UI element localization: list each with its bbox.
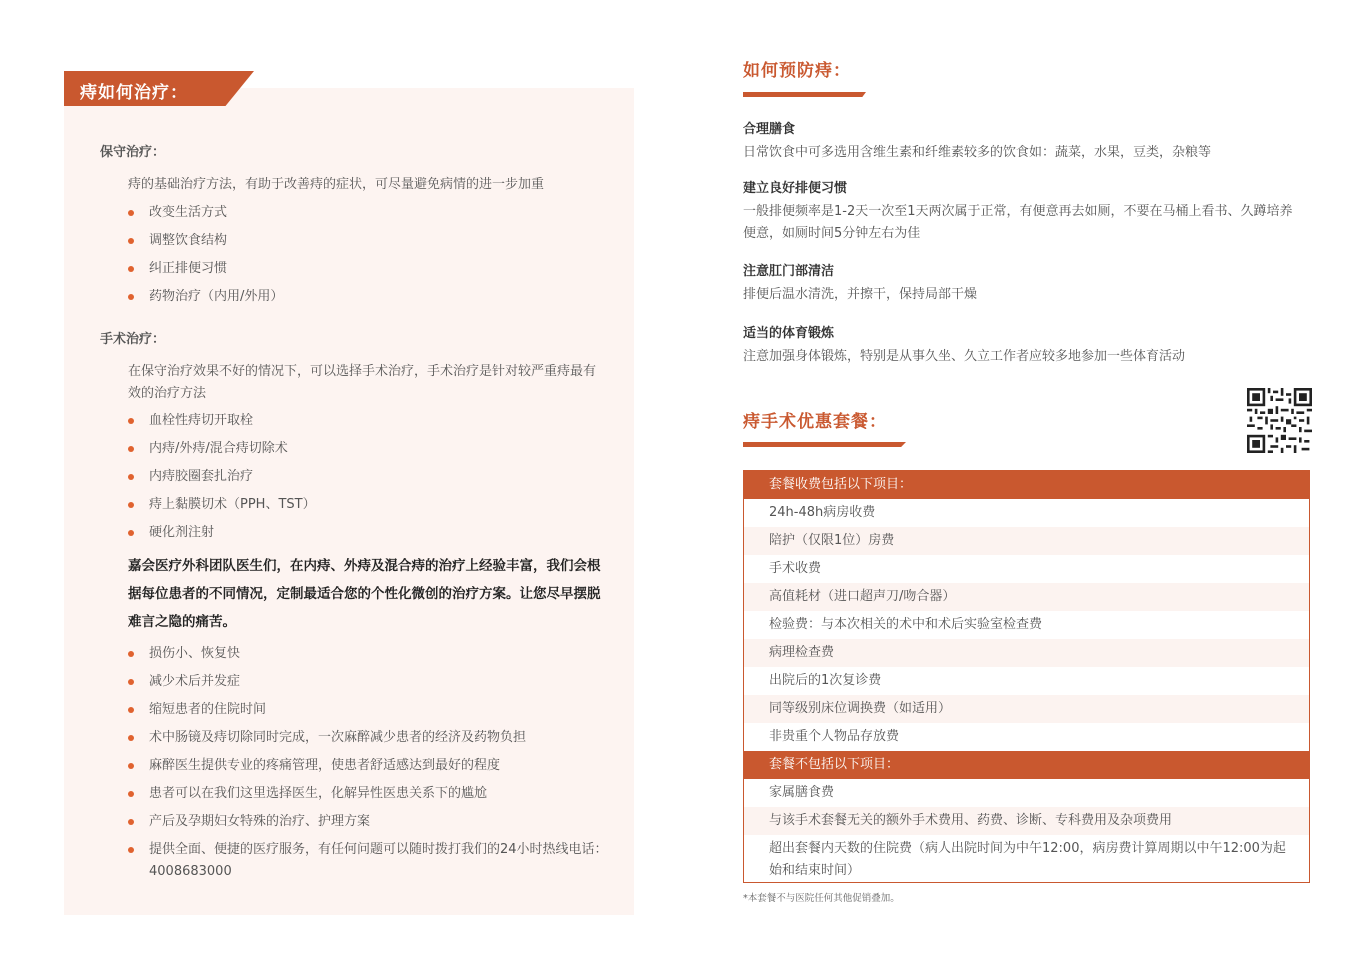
list-item: 血栓性痔切开取栓 (128, 407, 608, 435)
bullet-dot-icon (128, 679, 134, 685)
team-statement: 嘉会医疗外科团队医生们，在内痔、外痔及混合痔的治疗上经验丰富，我们会根据每位患者的不同情况，定制最适合您的个性化微创的治疗方案。让您尽早摆脱难言之隐的痛苦。 (128, 558, 601, 630)
bullet-dot-icon (128, 763, 134, 769)
prevention-text-exercise: 注意加强身体锻炼，特别是从事久坐、久立工作者应较多地参加一些体育活动 (743, 349, 1186, 364)
prevention-title: 如何预防痔： (743, 61, 851, 81)
table-row: 检验费：与本次相关的术中和术后实验室检查费 (769, 617, 1043, 632)
package-excluded-header: 套餐不包括以下项目： (744, 751, 1309, 779)
prevention-text-habit: 一般排便频率是1-2天一次至1天两次属于正常，有便意再去如厕，不要在马桶上看书、久蹲培养便意，如厕时间5分钟左右为佳 (743, 204, 1293, 241)
conservative-list (128, 199, 608, 311)
bullet-dot-icon (128, 791, 134, 797)
table-row: 与该手术套餐无关的额外手术费用、药费、诊断、专科费用及杂项费用 (744, 807, 1309, 835)
list-item: 减少术后并发症 (128, 668, 608, 696)
table-row: 陪护（仅限1位）房费 (744, 527, 1309, 555)
list-item: 内痔胶圈套扎治疗 (128, 463, 608, 491)
table-row: 病理检查费 (744, 639, 1309, 667)
prevention-heading-clean: 注意肛门部清洁 (743, 264, 835, 279)
list-item: 麻醉医生提供专业的疼痛管理，使患者舒适感达到最好的程度 (128, 752, 608, 780)
qr-code-icon (1247, 388, 1312, 453)
package-included-header: 套餐收费包括以下项目： (744, 471, 1309, 499)
list-item: 患者可以在我们这里选择医生，化解异性医患关系下的尴尬 (128, 780, 608, 808)
package-title-underline (743, 442, 906, 447)
surgical-heading: 手术治疗： (100, 332, 166, 347)
bullet-dot-icon (128, 502, 134, 508)
bullet-dot-icon (128, 735, 134, 741)
package-table (743, 470, 1310, 883)
treatment-title: 痔如何治疗： (80, 83, 188, 103)
list-item: 损伤小、恢复快 (128, 640, 608, 668)
list-item: 改变生活方式 (128, 199, 608, 227)
list-item: 痔上黏膜切术（PPH、TST） (128, 491, 608, 519)
conservative-heading: 保守治疗： (100, 145, 166, 160)
bullet-dot-icon (128, 707, 134, 713)
list-item: 产后及孕期妇女特殊的治疗、护理方案 (128, 808, 608, 836)
table-row: 手术收费 (769, 561, 822, 576)
list-item: 内痔/外痔/混合痔切除术 (128, 435, 608, 463)
package-title: 痔手术优惠套餐： (743, 412, 887, 432)
bullet-dot-icon (128, 238, 134, 244)
bullet-dot-icon (128, 446, 134, 452)
surgical-intro: 在保守治疗效果不好的情况下，可以选择手术治疗，手术治疗是针对较严重痔最有效的治疗方法 (128, 364, 597, 401)
package-footnote: *本套餐不与医院任何其他促销叠加。 (743, 893, 900, 904)
list-item: 提供全面、便捷的医疗服务，有任何问题可以随时拨打我们的24小时热线电话：4008683000 (128, 836, 608, 886)
bullet-dot-icon (128, 819, 134, 825)
surgical-list (128, 407, 608, 547)
bullet-dot-icon (128, 418, 134, 424)
prevention-heading-diet: 合理膳食 (743, 122, 796, 137)
bullet-dot-icon (128, 651, 134, 657)
prevention-text-clean: 排便后温水清洗，并擦干，保持局部干燥 (743, 287, 978, 302)
list-item: 硬化剂注射 (128, 519, 608, 547)
table-row: 出院后的1次复诊费 (769, 673, 882, 688)
table-row: 超出套餐内天数的住院费（病人出院时间为中午12:00，病房费计算周期以中午12:00为起始和结束时间） (769, 841, 1286, 878)
list-item: 缩短患者的住院时间 (128, 696, 608, 724)
bullet-dot-icon (128, 847, 134, 853)
prevention-title-underline (743, 92, 866, 97)
prevention-text-diet: 日常饮食中可多选用含维生素和纤维素较多的饮食如：蔬菜，水果，豆类，杂粮等 (743, 145, 1212, 160)
table-row: 家属膳食费 (769, 785, 835, 800)
prevention-heading-exercise: 适当的体育锻炼 (743, 326, 835, 341)
conservative-intro: 痔的基础治疗方法，有助于改善痔的症状，可尽量避免病情的进一步加重 (128, 177, 545, 192)
bullet-dot-icon (128, 266, 134, 272)
table-row: 24h-48h病房收费 (769, 505, 876, 520)
list-item: 纠正排便习惯 (128, 255, 608, 283)
list-item: 药物治疗（内用/外用） (128, 283, 608, 311)
bullet-dot-icon (128, 530, 134, 536)
list-item: 调整饮食结构 (128, 227, 608, 255)
table-row: 同等级别床位调换费（如适用） (744, 695, 1309, 723)
table-row: 高值耗材（进口超声刀/吻合器） (744, 583, 1309, 611)
list-item: 术中肠镜及痔切除同时完成，一次麻醉减少患者的经济及药物负担 (128, 724, 608, 752)
prevention-heading-habit: 建立良好排便习惯 (743, 181, 848, 196)
benefits-list (128, 640, 608, 886)
table-row: 非贵重个人物品存放费 (769, 729, 900, 744)
bullet-dot-icon (128, 210, 134, 216)
bullet-dot-icon (128, 294, 134, 300)
bullet-dot-icon (128, 474, 134, 480)
